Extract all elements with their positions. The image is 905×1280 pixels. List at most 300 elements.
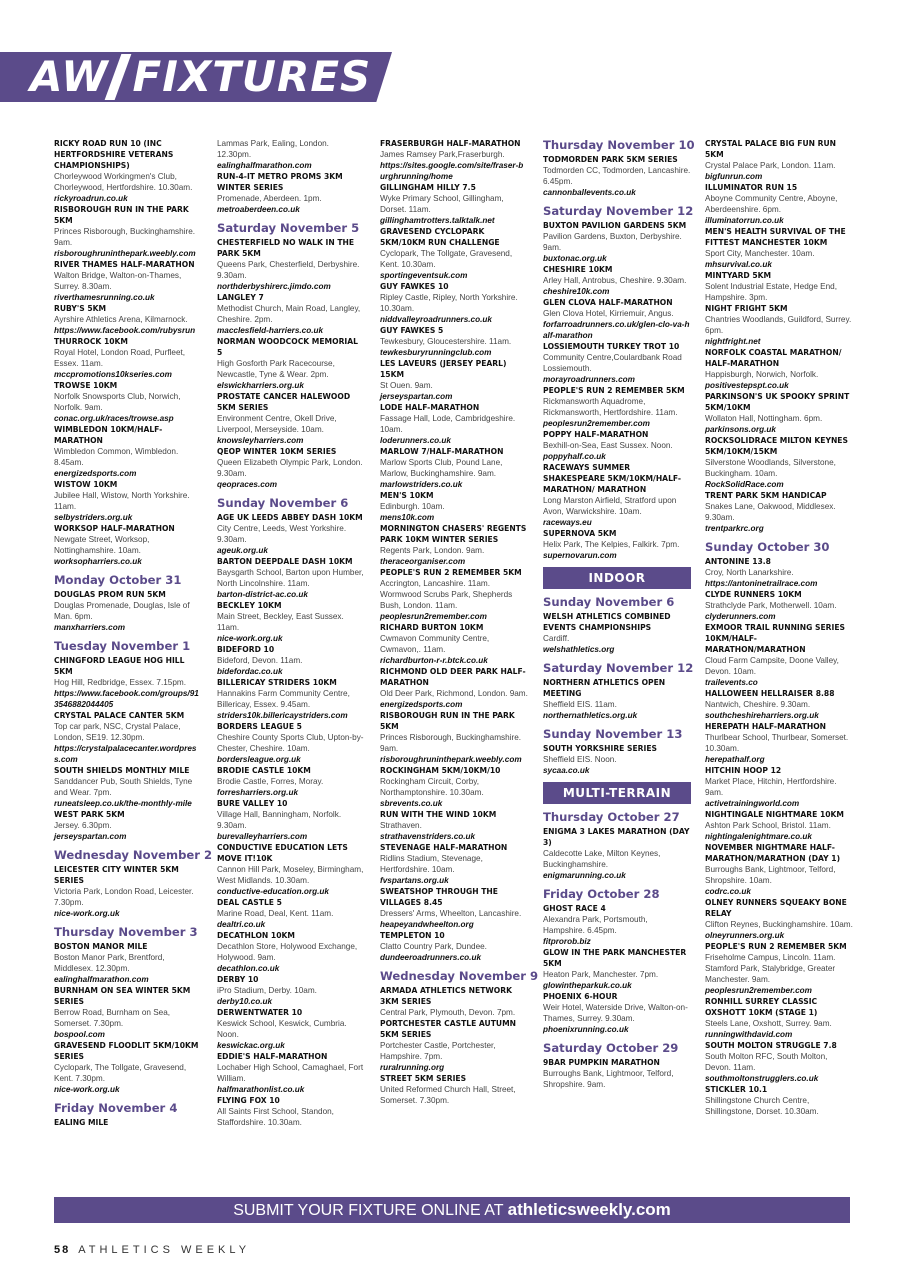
fixture-item	[54, 809, 202, 842]
fixture-website-link[interactable]: nightingalenightmare.co.uk	[705, 832, 812, 841]
fixture-name: STICKLER 10.1	[705, 1085, 768, 1094]
fixture-website-link[interactable]: risboroughruninthepark.weebly.com	[54, 249, 196, 258]
fixture-name: RICKY ROAD RUN 10 (INC HERTFORDSHIRE VETERANS CHAMPIONSHIPS)	[54, 139, 174, 170]
fixture-name: RICHMOND OLD DEER PARK HALF-MARATHON	[380, 667, 526, 687]
fixture-name: ILLUMINATOR RUN 15	[705, 183, 798, 192]
fixture-details: Jersey. 6.30pm.	[54, 821, 112, 830]
fixture-name: FLYING FOX 10	[217, 1096, 280, 1105]
fixture-item	[217, 644, 365, 677]
fixture-details: Arley Hall, Antrobus, Cheshire. 9.30am.	[543, 276, 687, 285]
fixture-website-link[interactable]: heapeyandwheelton.org	[380, 920, 474, 929]
fixture-details: Ripley Castle, Ripley, North Yorkshire. 10.30am.	[380, 293, 518, 313]
section-header: INDOOR	[543, 567, 691, 589]
fixture-name: HEREPATH HALF-MARATHON	[705, 722, 827, 731]
fixture-website-link[interactable]: jerseyspartan.com	[380, 392, 453, 401]
fixture-name: DERWENTWATER 10	[217, 1008, 303, 1017]
day-heading: Sunday November 13	[543, 727, 683, 741]
fixture-website-link[interactable]: https://antoninetrailrace.com	[705, 579, 818, 588]
fixture-website-link[interactable]: southmoltonstrugglers.co.uk	[705, 1074, 819, 1083]
fixture-details: Heaton Park, Manchester. 7pm.	[543, 970, 659, 979]
fixture-item	[380, 358, 528, 402]
fixture-name: CRYSTAL PALACE CANTER 5KM	[54, 711, 185, 720]
fixture-name: QEOP WINTER 10KM SERIES	[217, 447, 337, 456]
fixture-website-link[interactable]: morayroadrunners.com	[543, 375, 635, 384]
fixture-website-link[interactable]: dundeeroadrunners.co.uk	[380, 953, 481, 962]
fixture-name: PROSTATE CANCER HALEWOOD 5KM SERIES	[217, 392, 351, 412]
fixture-website-link[interactable]: dealtri.co.uk	[217, 920, 266, 929]
fixture-name: BECKLEY 10KM	[217, 601, 282, 610]
fixture-details: Hannakins Farm Community Centre, Billericay, Essex. 9.45am.	[217, 689, 350, 709]
fixture-name: DERBY 10	[217, 975, 259, 984]
fixture-name: MEN'S HEALTH SURVIVAL OF THE FITTEST MANCHESTER 10KM	[705, 227, 846, 247]
fixture-website-link[interactable]: activetrainingworld.com	[705, 799, 800, 808]
day-heading: Friday October 28	[543, 887, 660, 901]
fixture-details: Princes Risborough, Buckinghamshire. 9am.	[54, 227, 196, 247]
day-heading: Thursday November 3	[54, 925, 198, 939]
fixture-item	[705, 182, 853, 226]
day-heading: Wednesday November 2	[54, 848, 213, 862]
fixture-details: Brodie Castle, Forres, Moray.	[217, 777, 324, 786]
day-heading: Wednesday November 9	[380, 969, 539, 983]
fixture-website-link[interactable]: knowsleyharriers.com	[217, 436, 304, 445]
fixture-website-link[interactable]: sportingeventsuk.com	[380, 271, 468, 280]
fixture-website-link[interactable]: jerseyspartan.com	[54, 832, 127, 841]
fixture-item	[705, 556, 853, 589]
fixture-website-link[interactable]: ruralrunning.org	[380, 1063, 445, 1072]
fixture-details: Strathclyde Park, Motherwell. 10am.	[705, 601, 837, 610]
fixture-website-link[interactable]: illuminatorrun.co.uk	[705, 216, 784, 225]
fixture-item	[705, 490, 853, 534]
fixture-name: WELSH ATHLETICS COMBINED EVENTS CHAMPIONSHIPS	[543, 612, 671, 632]
fixture-website-link[interactable]: fitprorob.biz	[543, 937, 591, 946]
fixture-details: Chorleywood Workingmen's Club, Chorleywood, Hertfordshire. 10.30am.	[54, 172, 193, 192]
fixture-details: Village Hall, Banningham, Norfolk. 9.30am.	[217, 810, 342, 830]
fixture-website-link[interactable]: halfmarathonlist.co.uk	[217, 1085, 305, 1094]
fixture-item	[543, 429, 691, 462]
fixture-item	[54, 655, 202, 710]
fixture-name: NORMAN WOODCOCK MEMORIAL 5	[217, 337, 358, 357]
fixture-website-link[interactable]: trentparkrc.org	[705, 524, 764, 533]
day-heading: Saturday October 29	[543, 1041, 679, 1055]
fixture-item	[54, 336, 202, 380]
fixture-website-link[interactable]: striders10k.billericaystriders.com	[217, 711, 348, 720]
fixture-website-link[interactable]: fvspartans.org.uk	[380, 876, 449, 885]
fixture-details: Norfolk Snowsports Club, Norwich, Norfolk. 9am.	[54, 392, 181, 412]
fixture-details: Cloud Farm Campsite, Doone Valley, Devon. 10am.	[705, 656, 839, 676]
fixture-item	[54, 765, 202, 809]
fixture-item	[380, 281, 528, 325]
fixture-item	[705, 270, 853, 303]
fixture-item	[380, 226, 528, 281]
fixture-website-link[interactable]: forresharriers.org.uk	[217, 788, 298, 797]
fixture-item	[54, 864, 202, 919]
fixture-details: Lammas Park, Ealing, London. 12.30pm.	[217, 139, 329, 159]
fixture-website-link[interactable]: bordersleague.org.uk	[217, 755, 301, 764]
fixture-details: Todmorden CC, Todmorden, Lancashire. 6.45pm.	[543, 166, 691, 186]
fixture-name: GLEN CLOVA HALF-MARATHON	[543, 298, 673, 307]
fixture-details: Sheffield EIS. Noon.	[543, 755, 617, 764]
fixture-name: NIGHT FRIGHT 5KM	[705, 304, 788, 313]
fixture-website-link[interactable]: glowintheparkuk.co.uk	[543, 981, 632, 990]
fixture-website-link[interactable]: olneyrunners.org.uk	[705, 931, 785, 940]
fixture-website-link[interactable]: phoenixrunning.co.uk	[543, 1025, 629, 1034]
fixture-details: High Gosforth Park Racecourse, Newcastle, Tyne & Wear. 2pm.	[217, 359, 335, 379]
fixture-item	[217, 556, 365, 600]
fixture-item	[380, 325, 528, 358]
fixture-name: RACEWAYS SUMMER SHAKESPEARE 5KM/10KM/HALF-MARATHON/ MARATHON	[543, 463, 682, 494]
publication-title: ATHLETICS WEEKLY	[78, 1244, 251, 1256]
fixture-item	[705, 897, 853, 941]
fixture-item	[380, 1073, 528, 1106]
fixture-website-link[interactable]: strathavenstriders.co.uk	[380, 832, 476, 841]
fixture-details: Environment Centre, Okell Drive, Liverpool, Merseyside. 10am.	[217, 414, 337, 434]
fixture-item	[217, 446, 365, 490]
fixture-item	[543, 297, 691, 341]
fixture-details: Baysgarth School, Barton upon Humber, North Lincolnshire. 11am.	[217, 568, 364, 588]
fixture-item	[380, 490, 528, 523]
fixture-website-link[interactable]: loderunners.co.uk	[380, 436, 451, 445]
fixture-details: Queen Elizabeth Olympic Park, London. 9.30am.	[217, 458, 363, 478]
fixture-details: Bideford, Devon. 11am.	[217, 656, 303, 665]
banner-title	[30, 54, 371, 100]
fixture-website-link[interactable]: https://sites.google.com/site/fraser-burghrunning/home	[380, 161, 524, 181]
fixture-name: NIGHTINGALE NIGHTMARE 10KM	[705, 810, 844, 819]
fixture-website-link[interactable]: qeopraces.com	[217, 480, 278, 489]
fixture-details: Lochaber High School, Camaghael, Fort William.	[217, 1063, 364, 1083]
fixture-item	[217, 171, 365, 215]
fixture-details: Glen Clova Hotel, Kirriemuir, Angus.	[543, 309, 674, 318]
fixture-website-link[interactable]: derby10.co.uk	[217, 997, 273, 1006]
fixture-name: TODMORDEN PARK 5KM SERIES	[543, 155, 678, 164]
fixture-name: EDDIE'S HALF-MARATHON	[217, 1052, 328, 1061]
fixture-details: Cardiff.	[543, 634, 570, 643]
fixture-website-link[interactable]: ageuk.org.uk	[217, 546, 268, 555]
fixture-item	[217, 512, 365, 556]
fixture-details: Sheffield EIS. 11am.	[543, 700, 617, 709]
fixture-item	[705, 226, 853, 270]
fixture-details: Douglas Promenade, Douglas, Isle of Man. 6pm.	[54, 601, 190, 621]
fixture-website-link[interactable]: bospool.com	[54, 1030, 105, 1039]
fixture-details: Aboyne Community Centre, Aboyne, Aberdeenshire. 6pm.	[705, 194, 838, 214]
fixture-details: Weir Hotel, Waterside Drive, Walton-on-Thames, Surrey. 9.30am.	[543, 1003, 688, 1023]
fixture-name: SOUTH YORKSHIRE SERIES	[543, 744, 657, 753]
fixture-website-link[interactable]: cheshire10k.com	[543, 287, 610, 296]
fixture-details: Thurlbear School, Thurlbear, Somerset. 10.30am.	[705, 733, 849, 753]
fixture-name: BURNHAM ON SEA WINTER 5KM SERIES	[54, 986, 191, 1006]
fixture-item	[543, 991, 691, 1035]
fixture-details: Silverstone Woodlands, Silverstone, Buckingham. 10am.	[705, 458, 836, 478]
fixture-details: Happisburgh, Norwich, Norfolk.	[705, 370, 819, 379]
fixture-website-link[interactable]: metroaberdeen.co.uk	[217, 205, 300, 214]
page-number: 58	[54, 1244, 71, 1256]
fixture-item	[217, 677, 365, 721]
fixture-item	[705, 435, 853, 490]
fixture-item	[217, 237, 365, 292]
fixture-website-link[interactable]: bigfunrun.com	[705, 172, 763, 181]
fixture-name: WORKSOP HALF-MARATHON	[54, 524, 175, 533]
fixture-website-link[interactable]: peoplesrun2remember.com	[705, 986, 812, 995]
fixture-details: All Saints First School, Standon, Staffordshire. 10.30am.	[217, 1107, 334, 1127]
fixture-website-link[interactable]: mhsurvival.co.uk	[705, 260, 772, 269]
fixture-details: Cheshire County Sports Club, Upton-by-Chester, Cheshire. 10am.	[217, 733, 364, 753]
fixture-item	[543, 826, 691, 881]
fixture-name: 9BAR PUMPKIN MARATHON	[543, 1058, 660, 1067]
fixture-item	[217, 721, 365, 765]
fixture-details: Sport City, Manchester. 10am.	[705, 249, 815, 258]
fixture-website-link[interactable]: macclesfield-harriers.co.uk	[217, 326, 324, 335]
fixture-details: Nantwich, Cheshire. 9.30am.	[705, 700, 811, 709]
fixture-website-link[interactable]: runeatsleep.co.uk/the-monthly-mile	[54, 799, 192, 808]
fixture-details: Croy, North Lanarkshire.	[705, 568, 794, 577]
fixture-website-link[interactable]: https://www.facebook.com/groups/913546882044405	[54, 689, 199, 709]
fixture-website-link[interactable]: raceways.eu	[543, 518, 592, 527]
day-heading: Sunday November 6	[217, 496, 349, 510]
fixture-item	[380, 1018, 528, 1073]
fixture-name: RONHILL SURREY CLASSIC OXSHOTT 10KM (STAGE 1)	[705, 997, 818, 1017]
fixture-item	[217, 897, 365, 930]
fixture-details: Newgate Street, Worksop, Nottinghamshire. 10am.	[54, 535, 150, 555]
fixture-name: BARTON DEEPDALE DASH 10KM	[217, 557, 353, 566]
fixture-details: Old Deer Park, Richmond, London. 9am.	[380, 689, 528, 698]
fixture-details: Central Park, Plymouth, Devon. 7pm.	[380, 1008, 516, 1017]
fixture-details: Dressers' Arms, Wheelton, Lancashire.	[380, 909, 522, 918]
fixture-item	[705, 347, 853, 391]
fixture-name: LOSSIEMOUTH TURKEY TROT 10	[543, 342, 680, 351]
fixture-details: Top car park, NSC, Crystal Palace, London, SE19. 12.30pm.	[54, 722, 181, 742]
fixture-name: LES LAVEURS (JERSEY PEARL) 15KM	[380, 359, 507, 379]
fixture-website-link[interactable]: northernathletics.org.uk	[543, 711, 638, 720]
day-heading: Monday October 31	[54, 573, 182, 587]
fixture-name: BRODIE CASTLE 10KM	[217, 766, 311, 775]
fixture-name: ENIGMA 3 LAKES MARATHON (DAY 3)	[543, 827, 690, 847]
fixture-name: BUXTON PAVILION GARDENS 5KM	[543, 221, 687, 230]
fixture-details: Bexhill-on-Sea, East Sussex. Noon.	[543, 441, 673, 450]
fixture-website-link[interactable]: trailevents.co	[705, 678, 758, 687]
fixture-item	[543, 903, 691, 947]
fixture-website-link[interactable]: ealinghalfmarathon.com	[217, 161, 312, 170]
fixture-item	[380, 523, 528, 567]
fixture-details: Wimbledon Common, Wimbledon. 8.45am.	[54, 447, 179, 467]
fixture-item	[217, 1051, 365, 1095]
fixture-website-link[interactable]: northderbyshirerc.jimdo.com	[217, 282, 331, 291]
fixture-website-link[interactable]: rickyroadrun.co.uk	[54, 194, 128, 203]
fixture-item	[705, 1040, 853, 1084]
fixture-website-link[interactable]: codrc.co.uk	[705, 887, 751, 896]
fixture-website-link[interactable]: welshathletics.org	[543, 645, 615, 654]
fixture-details: Chantries Woodlands, Guildford, Surrey. 6pm.	[705, 315, 852, 335]
fixture-details: Burroughs Bank, Lightmoor, Telford, Shropshire. 10am.	[705, 865, 836, 885]
fixture-website-link[interactable]: gillinghamtrotters.talktalk.net	[380, 216, 495, 225]
fixture-website-link[interactable]: sbrevents.co.uk	[380, 799, 443, 808]
fixture-item	[543, 528, 691, 561]
fixture-details: Clatto Country Park, Dundee.	[380, 942, 487, 951]
banner-logo: AW	[30, 52, 109, 101]
fixture-item	[705, 996, 853, 1040]
fixture-item	[54, 138, 202, 204]
fixture-item	[54, 204, 202, 259]
fixture-name: GUY FAWKES 5	[380, 326, 444, 335]
fixture-website-link[interactable]: niddvalleyroadrunners.co.uk	[380, 315, 492, 324]
fixture-item	[705, 622, 853, 688]
fixture-website-link[interactable]: RockSolidRace.com	[705, 480, 784, 489]
fixture-item	[380, 930, 528, 963]
submit-fixture-banner[interactable]	[54, 1197, 850, 1223]
fixture-item	[543, 677, 691, 721]
fixture-details: South Molton RFC, South Molton, Devon. 11am.	[705, 1052, 828, 1072]
fixture-name: CONDUCTIVE EDUCATION LETS MOVE IT!10K	[217, 843, 348, 863]
fixture-name: GRAVESEND FLOODLIT 5KM/10KM SERIES	[54, 1041, 199, 1061]
fixture-details: Royal Hotel, London Road, Purfleet, Essex. 11am.	[54, 348, 186, 368]
fixture-website-link[interactable]: mens10k.com	[380, 513, 435, 522]
fixture-name: TROWSE 10KM	[54, 381, 118, 390]
fixture-website-link[interactable]: supernovarun.com	[543, 551, 617, 560]
fixture-details: Tewkesbury, Gloucestershire. 11am.	[380, 337, 512, 346]
fixture-website-link[interactable]: energizedsports.com	[54, 469, 137, 478]
fixture-name: ARMADA ATHLETICS NETWORK 3KM SERIES	[380, 986, 512, 1006]
fixture-website-link[interactable]: buxtonac.org.uk	[543, 254, 607, 263]
fixture-item	[217, 292, 365, 336]
fixture-name: RISBOROUGH RUN IN THE PARK 5KM	[54, 205, 189, 225]
fixture-item	[54, 523, 202, 567]
fixture-item	[54, 710, 202, 765]
page-footer	[54, 1244, 250, 1256]
fixture-details: Marine Road, Deal, Kent. 11am.	[217, 909, 334, 918]
fixture-item	[543, 1057, 691, 1090]
fixture-website-link[interactable]: tewkesburyrunningclub.com	[380, 348, 492, 357]
fixture-name: PEOPLE'S RUN 2 REMEMBER 5KM	[380, 568, 522, 577]
fixture-website-link[interactable]: poppyhalf.co.uk	[543, 452, 606, 461]
fixture-website-link[interactable]: parkinsons.org.uk	[705, 425, 776, 434]
fixture-details: Princes Risborough, Buckinghamshire. 9am.	[380, 733, 522, 753]
fixture-website-link[interactable]: southcheshireharriers.org.uk	[705, 711, 819, 720]
fixture-details: Long Marston Airfield, Stratford upon Avon, Warwickshire. 10am.	[543, 496, 677, 516]
fixture-details: Victoria Park, London Road, Leicester. 7.30pm.	[54, 887, 194, 907]
fixture-item	[705, 303, 853, 347]
fixture-item	[54, 303, 202, 336]
day-heading: Saturday November 12	[543, 661, 694, 675]
fixture-website-link[interactable]: nice-work.org.uk	[217, 634, 283, 643]
fixture-website-link[interactable]: manxharriers.com	[54, 623, 125, 632]
fixture-website-link[interactable]: runningwithdavid.com	[705, 1030, 793, 1039]
fixture-name: BURE VALLEY 10	[217, 799, 288, 808]
fixture-website-link[interactable]: conac.org.uk/races/trowse.asp	[54, 414, 174, 423]
fixture-item	[380, 886, 528, 930]
fixture-details: Crystal Palace Park, London. 11am.	[705, 161, 836, 170]
fixture-name: HITCHIN HOOP 12	[705, 766, 782, 775]
fixture-website-link[interactable]: ealinghalfmarathon.com	[54, 975, 149, 984]
fixture-website-link[interactable]: mccpromotions10kseries.com	[54, 370, 172, 379]
fixture-name: CHESHIRE 10KM	[543, 265, 613, 274]
fixture-item	[705, 138, 853, 182]
fixture-website-link[interactable]: energizedsports.com	[380, 700, 463, 709]
day-heading: Sunday November 6	[543, 595, 675, 609]
fixture-name: WEST PARK 5KM	[54, 810, 125, 819]
fixture-name: POPPY HALF-MARATHON	[543, 430, 649, 439]
fixture-website-link[interactable]: elswickharriers.org.uk	[217, 381, 304, 390]
column-3	[380, 138, 539, 1106]
fixture-details: Keswick School, Keswick, Cumbria. Noon.	[217, 1019, 347, 1039]
fixture-website-link[interactable]: risboroughruninthepark.weebly.com	[380, 755, 522, 764]
fixture-website-link[interactable]: keswickac.org.uk	[217, 1041, 285, 1050]
fixture-website-link[interactable]: richardburton-r-r.btck.co.uk	[380, 656, 488, 665]
fixture-website-link[interactable]: decathlon.co.uk	[217, 964, 280, 973]
fixture-website-link[interactable]: selbystriders.org.uk	[54, 513, 133, 522]
column-5	[705, 138, 853, 1117]
fixture-details: Methodist Church, Main Road, Langley, Cheshire. 2pm.	[217, 304, 361, 324]
fixture-website-link[interactable]: marlowstriders.co.uk	[380, 480, 463, 489]
fixture-name: RUN-4-IT METRO PROMS 3KM WINTER SERIES	[217, 172, 343, 192]
fixture-name: DEAL CASTLE 5	[217, 898, 282, 907]
fixture-website-link[interactable]: clyderunners.com	[705, 612, 776, 621]
fixture-item	[380, 138, 528, 182]
fixture-website-link[interactable]: barton-district-ac.co.uk	[217, 590, 308, 599]
fixture-website-link[interactable]: positivestepspt.co.uk	[705, 381, 789, 390]
submit-site-link[interactable]: athleticsweekly.com	[507, 1200, 671, 1219]
fixture-website-link[interactable]: burevalleyharriers.com	[217, 832, 308, 841]
fixture-website-link[interactable]: peoplesrun2remember.com	[380, 612, 487, 621]
fixture-website-link[interactable]: peoplesrun2remember.com	[543, 419, 650, 428]
fixture-name: CHINGFORD LEAGUE HOG HILL 5KM	[54, 656, 185, 676]
fixture-item	[217, 842, 365, 897]
fixture-name: WIMBLEDON 10KM/HALF-MARATHON	[54, 425, 163, 445]
fixture-item	[380, 809, 528, 842]
fixture-website-link[interactable]: nice-work.org.uk	[54, 1085, 120, 1094]
fixture-item	[54, 589, 202, 633]
fixture-name: STREET 5KM SERIES	[380, 1074, 467, 1083]
fixture-item	[217, 138, 365, 171]
fixture-website-link[interactable]: conductive-education.org.uk	[217, 887, 329, 896]
fixture-name: PEOPLE'S RUN 2 REMEMBER 5KM	[543, 386, 685, 395]
fixture-item	[380, 765, 528, 809]
fixture-website-link[interactable]: herepathalf.org	[705, 755, 765, 764]
fixture-name: GLOW IN THE PARK MANCHESTER 5KM	[543, 948, 687, 968]
fixture-details: Hog Hill, Redbridge, Essex. 7.15pm.	[54, 678, 186, 687]
fixture-name: FRASERBURGH HALF-MARATHON	[380, 139, 521, 148]
fixture-name: CLYDE RUNNERS 10KM	[705, 590, 802, 599]
fixture-website-link[interactable]: riverthamesrunning.co.uk	[54, 293, 155, 302]
fixture-item	[217, 600, 365, 644]
fixture-name: GRAVESEND CYCLOPARK 5KM/10KM RUN CHALLENGE	[380, 227, 500, 247]
fixture-name: THURROCK 10KM	[54, 337, 128, 346]
fixture-website-link[interactable]: worksopharriers.co.uk	[54, 557, 142, 566]
fixture-website-link[interactable]: https://crystalpalacecanter.wordpress.com	[54, 744, 197, 764]
fixture-website-link[interactable]: forfarroadrunners.co.uk/glen-clo-va-half-marathon	[543, 320, 690, 340]
fixture-website-link[interactable]: enigmarunning.co.uk	[543, 871, 626, 880]
fixture-name: MINTYARD 5KM	[705, 271, 772, 280]
fixture-name: LEICESTER CITY WINTER 5KM SERIES	[54, 865, 179, 885]
fixture-details: Wyke Primary School, Gillingham, Dorset. 11am.	[380, 194, 504, 214]
fixture-website-link[interactable]: sycaa.co.uk	[543, 766, 590, 775]
fixture-details: Marlow Sports Club, Pound Lane, Marlow, Buckinghamshire. 9am.	[380, 458, 503, 478]
fixture-website-link[interactable]: theraceorganiser.com	[380, 557, 466, 566]
fixture-name: RIVER THAMES HALF-MARATHON	[54, 260, 195, 269]
fixture-details: Shillingstone Church Centre, Shillingstone, Dorset. 10.30am.	[705, 1096, 819, 1116]
fixture-name: EALING MILE	[54, 1118, 109, 1127]
fixture-website-link[interactable]: https://www.facebook.com/rubysrun	[54, 326, 196, 335]
fixture-details: Rickmansworth Aquadrome, Rickmansworth, Hertfordshire. 11am.	[543, 397, 678, 417]
fixture-name: ROCKINGHAM 5KM/10KM/10	[380, 766, 501, 775]
fixture-website-link[interactable]: cannonballevents.co.uk	[543, 188, 636, 197]
fixture-details: Sanddancer Pub, South Shields, Tyne and Wear. 7pm.	[54, 777, 193, 797]
fixture-item	[54, 1117, 202, 1128]
fixture-name: PARKINSON'S UK SPOOKY SPRINT 5KM/10KM	[705, 392, 850, 412]
fixture-website-link[interactable]: bidefordac.co.uk	[217, 667, 283, 676]
fixture-website-link[interactable]: nice-work.org.uk	[54, 909, 120, 918]
fixture-details: Ridlins Stadium, Stevenage, Hertfordshire. 10am.	[380, 854, 483, 874]
fixture-item	[217, 1095, 365, 1128]
fixture-website-link[interactable]: nightfright.net	[705, 337, 761, 346]
fixture-name: BOSTON MANOR MILE	[54, 942, 148, 951]
